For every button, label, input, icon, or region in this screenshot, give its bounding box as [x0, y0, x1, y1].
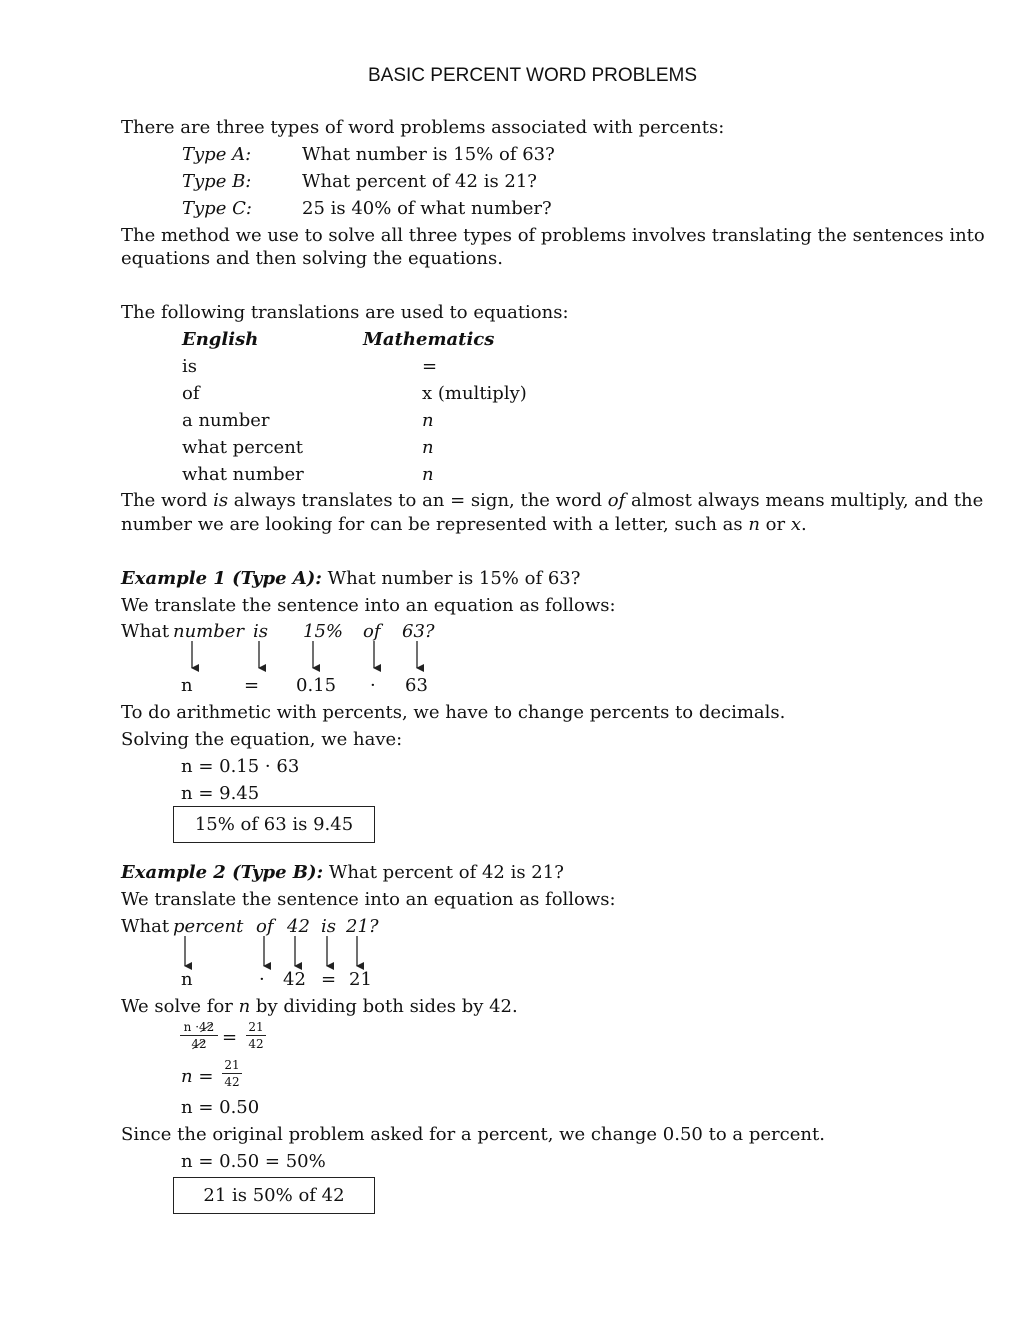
row-english: of: [182, 383, 200, 404]
ex2-convert-line: Since the original problem asked for a percent, we change 0.50 to a percent.: [121, 1124, 825, 1145]
ex2-eq-dot: ·: [259, 969, 265, 990]
type-c-label: Type C:: [182, 198, 252, 219]
ex1-word-what: What: [121, 621, 170, 642]
ex1-word-is: is: [253, 621, 268, 642]
ex2-eq-rhs: 21: [349, 969, 372, 990]
ex2-word-what: What: [121, 916, 170, 937]
ex1-decimal-note: To do arithmetic with percents, we have to change percents to decimals.: [121, 702, 786, 723]
ex2-final: n = 0.50 = 50%: [181, 1151, 326, 1172]
header-mathematics: Mathematics: [363, 329, 495, 350]
type-b-question: What percent of 42 is 21?: [302, 171, 537, 192]
method-line-2: equations and then solving the equations.: [121, 248, 503, 269]
ex2-frac2: $\frac{21}{42}$: [222, 1059, 242, 1088]
ex2-word-rhs: 21?: [346, 916, 379, 937]
page-title: BASIC PERCENT WORD PROBLEMS: [368, 65, 698, 86]
example-1-question: What number is 15% of 63?: [327, 568, 581, 589]
ex1-eq-n: n: [181, 675, 193, 696]
ex2-word-value: 42: [287, 916, 310, 937]
translation-note-line-2: number we are looking for can be represented with a letter, such as n or x.: [121, 514, 807, 535]
ex2-eq-equals: =: [321, 969, 337, 990]
translation-note-line-1: The word is always translates to an = sign, the word of almost always means multiply, and the: [121, 490, 984, 511]
row-math: x (multiply): [422, 383, 527, 404]
ex2-frac1-left: $\frac{n \cdot 42}{42}$: [180, 1021, 218, 1050]
intro-line: There are three types of word problems associated with percents:: [121, 117, 725, 138]
example-2-translate-line: We translate the sentence into an equation as follows:: [121, 889, 616, 910]
ex1-word-percent: 15%: [303, 621, 344, 642]
ex1-eq-value: 63: [405, 675, 428, 696]
ex2-word-percent: percent: [173, 916, 244, 937]
type-c-question: 25 is 40% of what number?: [302, 198, 552, 219]
example-1-translate-line: We translate the sentence into an equation as follows:: [121, 595, 616, 616]
ex2-solve-line: We solve for n by dividing both sides by 42.: [121, 996, 518, 1017]
method-line-1: The method we use to solve all three types of problems involves translating the sentences into: [121, 225, 985, 246]
ex2-frac1-equals: =: [222, 1027, 238, 1048]
example-2-label: Example 2 (Type B):: [121, 862, 324, 883]
ex2-result: n = 0.50: [181, 1097, 260, 1118]
header-english: English: [182, 329, 259, 350]
example-2-question: What percent of 42 is 21?: [328, 862, 564, 883]
ex2-answer: 21 is 50% of 42: [203, 1185, 345, 1206]
row-math: =: [422, 356, 438, 377]
ex2-eq-n: n: [181, 969, 193, 990]
ex1-step-2: n = 9.45: [181, 783, 260, 804]
type-a-label: Type A:: [182, 144, 252, 165]
ex1-eq-decimal: 0.15: [296, 675, 337, 696]
ex2-word-is: is: [321, 916, 336, 937]
ex1-eq-equals: =: [244, 675, 260, 696]
ex1-word-of: of: [363, 621, 381, 642]
ex2-frac1-right: $\frac{21}{42}$: [246, 1021, 266, 1050]
ex1-step-1: n = 0.15 · 63: [181, 756, 300, 777]
row-english: a number: [182, 410, 270, 431]
type-a-question: What number is 15% of 63?: [302, 144, 555, 165]
ex2-word-of: of: [256, 916, 274, 937]
row-math: n: [422, 410, 434, 431]
row-english: is: [182, 356, 197, 377]
ex1-word-value: 63?: [402, 621, 435, 642]
row-english: what percent: [182, 437, 304, 458]
example-1-label: Example 1 (Type A):: [121, 568, 322, 589]
ex2-eq-value: 42: [283, 969, 306, 990]
row-math: n: [422, 464, 434, 485]
ex1-word-number: number: [173, 621, 245, 642]
row-math: n: [422, 437, 434, 458]
ex2-frac2-lhs: n =: [181, 1066, 214, 1087]
type-b-label: Type B:: [182, 171, 252, 192]
ex1-answer: 15% of 63 is 9.45: [194, 814, 354, 835]
ex1-solving-line: Solving the equation, we have:: [121, 729, 403, 750]
row-english: what number: [182, 464, 304, 485]
translations-intro: The following translations are used to equations:: [121, 302, 569, 323]
ex1-eq-dot: ·: [370, 675, 376, 696]
